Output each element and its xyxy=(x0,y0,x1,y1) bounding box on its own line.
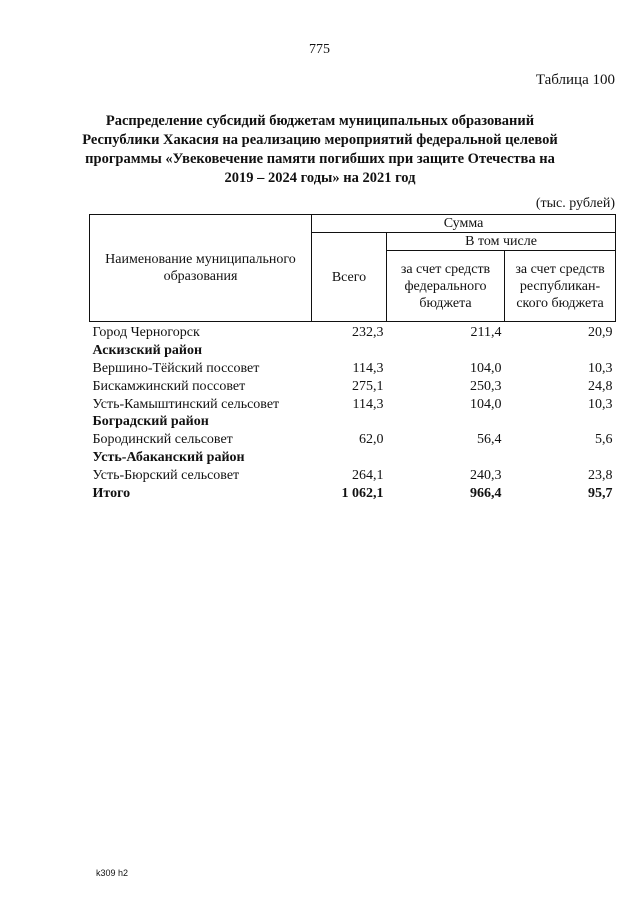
row-federal: 250,3 xyxy=(470,378,502,394)
units-label: (тыс. рублей) xyxy=(535,196,615,211)
row-federal: 56,4 xyxy=(477,432,502,448)
totals-name: Итого xyxy=(92,485,131,501)
table-body xyxy=(90,322,616,502)
table-row xyxy=(90,431,616,449)
row-total: 114,3 xyxy=(352,360,384,376)
totals-federal: 966,4 xyxy=(470,485,502,501)
row-federal: 104,0 xyxy=(470,396,502,412)
table-row xyxy=(90,377,616,395)
row-name: Бородинский сельсовет xyxy=(92,432,233,448)
document-title xyxy=(60,112,580,188)
title-line: Распределение субсидий бюджетам муниципальных образований xyxy=(105,113,535,129)
header-federal: за счет средств федерального бюджета xyxy=(387,251,505,322)
subsidy-table xyxy=(89,214,616,502)
row-republic: 23,8 xyxy=(588,467,613,483)
row-federal: 104,0 xyxy=(470,360,502,376)
section-label: Аскизский район xyxy=(92,343,203,359)
subsidy-table-wrapper xyxy=(89,214,615,502)
header-republic: за счет средств республикан-ского бюджета xyxy=(505,251,616,322)
row-federal: 211,4 xyxy=(470,325,502,341)
totals-total: 1 062,1 xyxy=(341,485,384,501)
totals-republic: 95,7 xyxy=(588,485,613,501)
row-republic: 20,9 xyxy=(588,325,613,341)
row-name: Усть-Бюрский сельсовет xyxy=(92,467,240,483)
title-line: программы «Увековечение памяти погибших при защите Отечества на xyxy=(85,151,555,167)
row-name: Бискамжинский поссовет xyxy=(92,378,246,394)
table-row xyxy=(90,466,616,484)
row-name: Усть-Камыштинский сельсовет xyxy=(92,396,280,412)
row-total: 114,3 xyxy=(352,396,384,412)
table-row xyxy=(90,395,616,413)
row-name: Вершино-Тёйский поссовет xyxy=(92,360,260,376)
section-row xyxy=(90,449,616,467)
row-republic: 5,6 xyxy=(595,432,613,448)
row-republic: 10,3 xyxy=(588,360,613,376)
title-line: 2019 – 2024 годы» на 2021 год xyxy=(224,170,416,186)
header-total: Всего xyxy=(312,233,387,322)
row-name: Город Черногорск xyxy=(92,325,200,341)
row-total: 62,0 xyxy=(359,432,384,448)
header-including: В том числе xyxy=(387,233,616,251)
row-republic: 10,3 xyxy=(588,396,613,412)
header-name: Наименование муниципального образования xyxy=(90,215,312,322)
title-line: Республики Хакасия на реализацию мероприятий федеральной целевой xyxy=(82,132,558,148)
section-label: Боградский район xyxy=(92,414,209,430)
totals-row xyxy=(90,484,616,502)
row-total: 275,1 xyxy=(352,378,384,394)
header-sum: Сумма xyxy=(312,215,616,233)
footer-code: k309 h2 xyxy=(96,868,129,878)
row-federal: 240,3 xyxy=(470,467,502,483)
section-row xyxy=(90,342,616,360)
page-number: 775 xyxy=(309,42,330,57)
row-total: 264,1 xyxy=(352,467,384,483)
table-row xyxy=(90,360,616,378)
table-row xyxy=(90,322,616,342)
row-republic: 24,8 xyxy=(588,378,613,394)
row-total: 232,3 xyxy=(352,325,384,341)
section-row xyxy=(90,413,616,431)
section-label: Усть-Абаканский район xyxy=(92,449,245,465)
table-label: Таблица 100 xyxy=(535,72,615,88)
